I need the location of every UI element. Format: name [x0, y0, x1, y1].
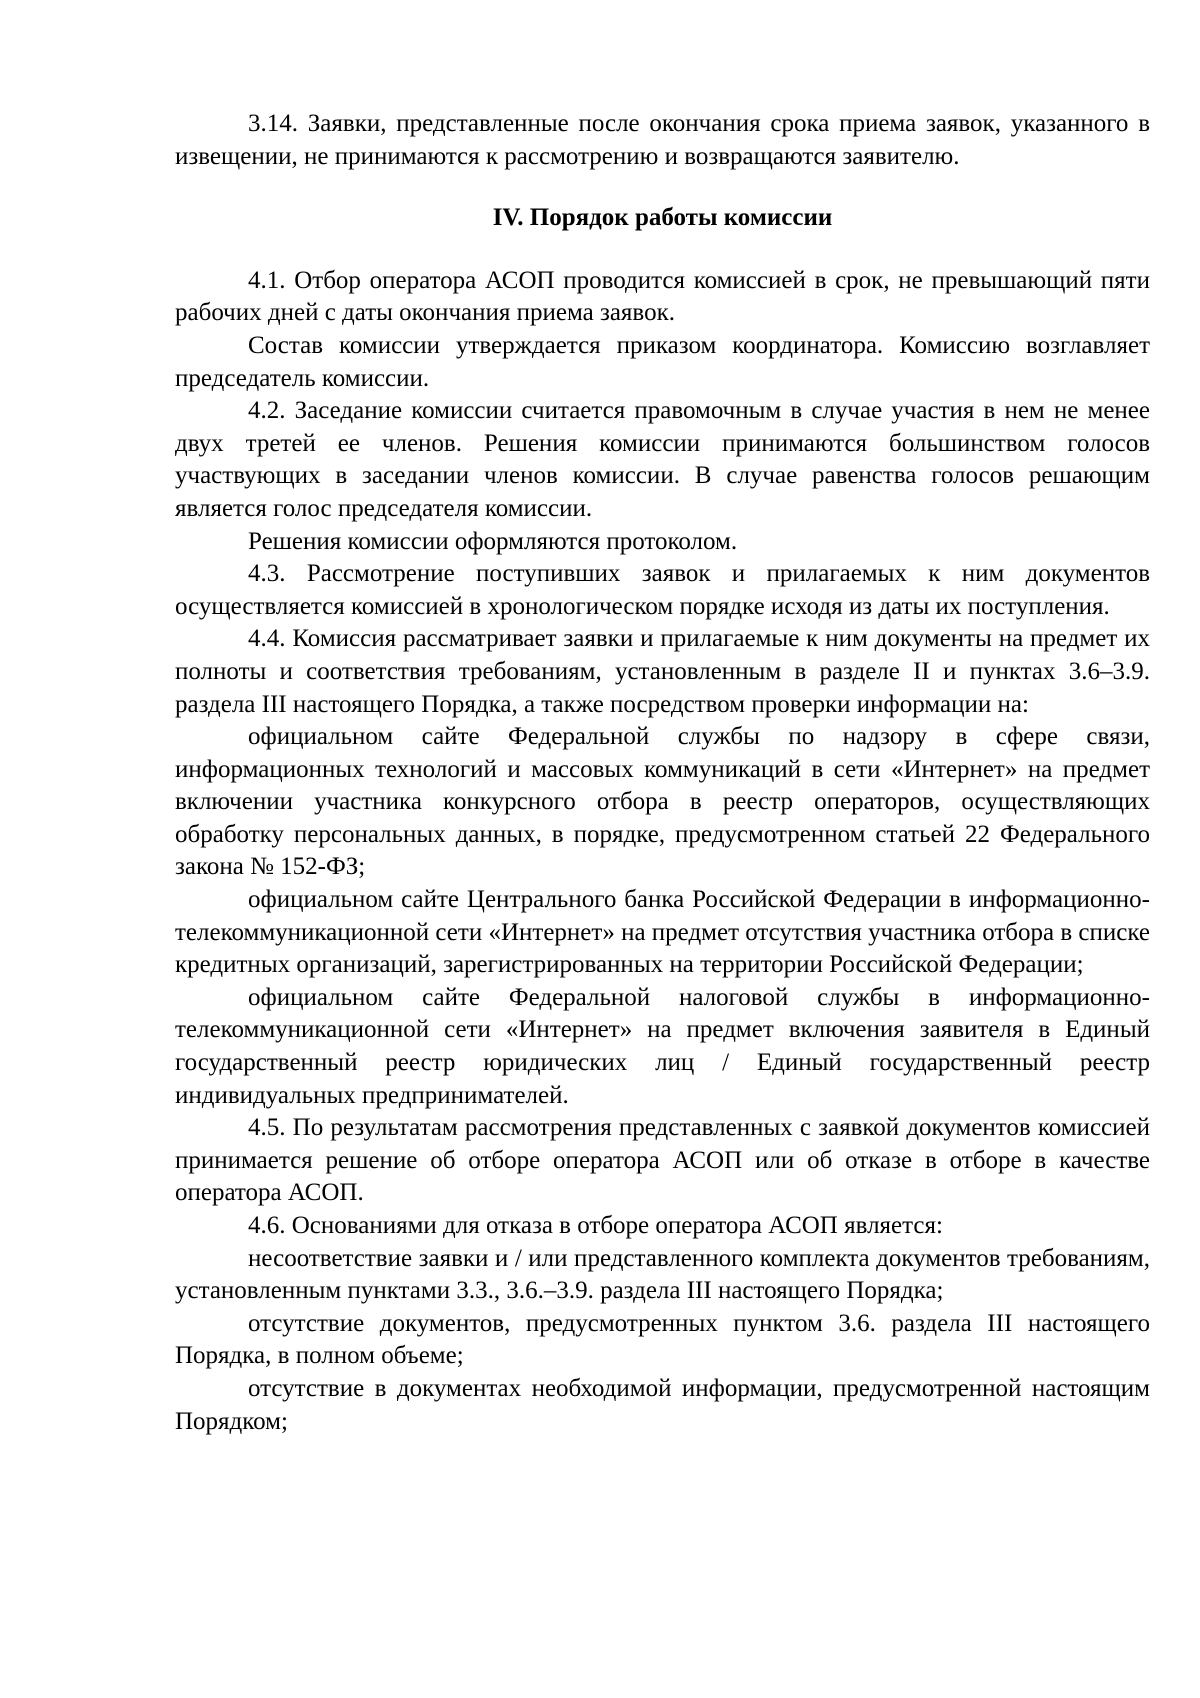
paragraph-central-bank-check: официальном сайте Центрального банка Российской Федерации в информационно-телекоммуникационной сети «Интернет» на предмет отсутствия участника отбора в списке кредитных организаций, зарегистрированных на территории Российской Федерации;	[175, 886, 1150, 979]
document-page	[175, 108, 1150, 1438]
paragraph-roskomnadzor-check: официальном сайте Федеральной службы по надзору в сфере связи, информационных технологий и массовых коммуникаций в сети «Интернет» на предмет включении участника конкурсного отбора в реестр операторов, осуществляющих обработку персональных данных, в порядке, предусмотренном статьей 22 Федерального закона № 152-ФЗ;	[175, 723, 1150, 881]
paragraph-4-1: 4.1. Отбор оператора АСОП проводится комиссией в срок, не превышающий пяти рабочих дней с даты окончания приема заявок.	[175, 266, 1150, 327]
paragraph-tax-service-check: официальном сайте Федеральной налоговой службы в информационно-телекоммуникационной сети «Интернет» на предмет включения заявителя в Единый государственный реестр юридических лиц / Единый государственный реестр индивидуальных предпринимателей.	[175, 983, 1150, 1109]
paragraph-4-4: 4.4. Комиссия рассматривает заявки и прилагаемые к ним документы на предмет их полноты и соответствия требованиям, установленным в разделе II и пунктах 3.6–3.9. раздела III настоящего Порядка, а также посредством проверки информации на:	[175, 625, 1150, 718]
paragraph-3-14: 3.14. Заявки, представленные после окончания срока приема заявок, указанного в извещении, не принимаются к рассмотрению и возвращаются заявителю.	[175, 110, 1150, 170]
paragraph-refusal-reason-2: отсутствие документов, предусмотренных пунктом 3.6. раздела III настоящего Порядка, в полном объеме;	[175, 1309, 1150, 1370]
paragraph-4-6: 4.6. Основаниями для отказа в отборе оператора АСОП является:	[248, 1212, 943, 1239]
paragraph-commission-composition: Состав комиссии утверждается приказом координатора. Комиссию возглавляет председатель комиссии.	[175, 331, 1150, 392]
paragraph-4-5: 4.5. По результатам рассмотрения представленных с заявкой документов комиссией принимается решение об отборе оператора АСОП или об отказе в отборе в качестве оператора АСОП.	[175, 1114, 1150, 1207]
paragraph-4-3: 4.3. Рассмотрение поступивших заявок и прилагаемых к ним документов осуществляется комиссией в хронологическом порядке исходя из даты их поступления.	[175, 560, 1150, 620]
paragraph-refusal-reason-3: отсутствие в документах необходимой информации, предусмотренной настоящим Порядком;	[175, 1374, 1150, 1435]
section-title: IV. Порядок работы комиссии	[492, 204, 833, 232]
paragraph-protocol: Решения комиссии оформляются протоколом.	[248, 527, 738, 555]
paragraph-refusal-reason-1: несоответствие заявки и / или представленного комплекта документов требованиям, установленным пунктами 3.3., 3.6.–3.9. раздела III настоящего Порядка;	[175, 1244, 1150, 1305]
paragraph-4-2: 4.2. Заседание комиссии считается правомочным в случае участия в нем не менее двух третей ее членов. Решения комиссии принимаются большинством голосов участвующих в заседании членов комиссии. В случае равенства голосов решающим является голос председателя комиссии.	[175, 397, 1150, 522]
